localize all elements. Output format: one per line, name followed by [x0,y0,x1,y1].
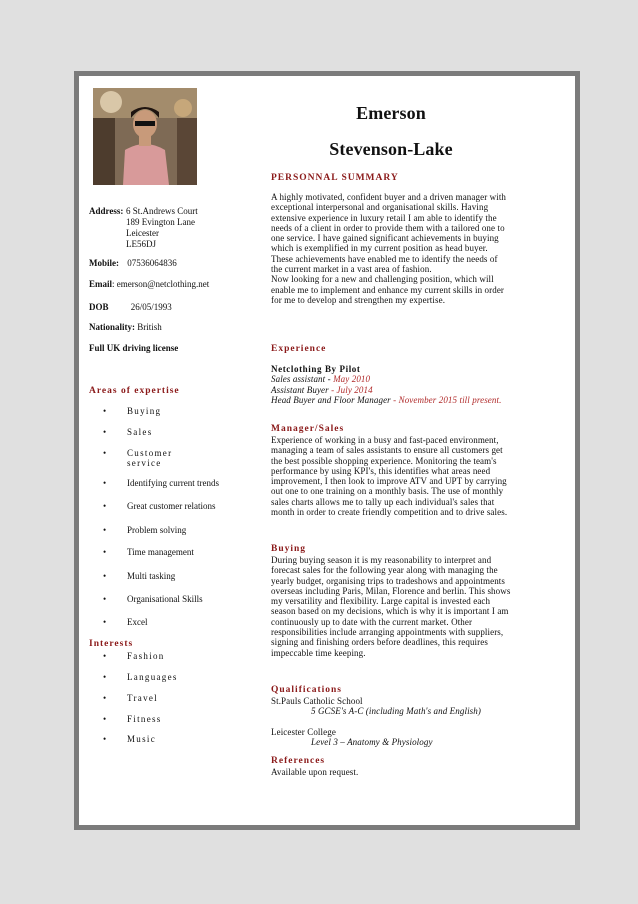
references-text: Available upon request. [271,767,359,777]
mobile-label: Mobile: [89,258,119,268]
summary-paragraph: Now looking for a new and challenging position, which will enable me to implement and enhance my current skills in order for me to develop and strengthen my expertise. [271,274,505,305]
dob-value: 26/05/1993 [130,302,172,312]
name-last: Stevenson-Lake [329,139,453,159]
interests-heading: Interests [89,639,134,649]
role-title: Head Buyer and Floor Manager [271,394,391,405]
manager-heading: Manager/Sales [271,424,345,434]
summary-heading: PERSONNAL SUMMARY [271,173,399,183]
experience-roles [271,364,511,405]
summary-text [271,192,511,305]
nationality-row [89,322,162,333]
email-label: Email [89,279,113,289]
role-date: - November 2015 till present. [393,394,502,405]
company-name: Netclothing By Pilot [271,364,361,374]
buying-heading: Buying [271,544,307,554]
address-line: 189 Evington Lane [126,217,195,227]
dob-label: DOB [89,302,109,312]
manager-text: Experience of working in a busy and fast-paced environment, managing a team of sales assistants to ensure all customers get the best possible shopping experience. Monitoring the team's performance by using KPI's, this identifies what areas need improvement, I then look to improve ATV and UPT by carrying out one to one training on a monthly basis. The use of monthly sales charts allows me to tally up each individual's sales that month in order to create friendly competition and to drive sales. [271,435,508,518]
email-value: : emerson@netclothing.net [112,279,210,289]
experience-heading: Experience [271,344,327,354]
dob-row [89,302,172,313]
expertise-heading: Areas of expertise [89,386,180,396]
school-name: St.Pauls Catholic School [271,696,363,706]
license-text: Full UK driving license [89,343,179,353]
address-line: 6 St.Andrews Court [126,206,198,216]
mobile-row [89,258,177,269]
mobile-value: 07536064836 [127,258,177,268]
buying-text: During buying season it is my reasonability to interpret and forecast sales for the following year along with managing the yearly budget, organising trips to tradeshows and appointments overseas including Paris, Milan, Florence and berlin. This shows my versatility and flexibility. Large capital is invested each season based on my decisions, which is why it is important I am continuously up to date with the current market. Other responsibilities include arranging appointments with suppliers, signing and finishing orders before deadlines, this requires impeccable time keeping. [271,555,511,658]
school-name: Leicester College [271,726,336,737]
summary-paragraph: A highly motivated, confident buyer and a driven manager with exceptional interpersonal and organisational skills. Having extensive experience in luxury retail I am able to identify the needs of a client in order to provide them with a tailored one to one service. I have gained significant achievements in buying which is exemplified in my current position as head buyer. These achievements have enabled me to identify the needs of the current market in a vast area of fashion. [271,192,507,275]
role-title: Sales assistant - [271,374,331,385]
profile-photo-image [93,88,197,185]
profile-photo [93,88,197,185]
nationality-value: British [137,322,162,332]
email-row [89,279,209,290]
role-date: - July 2014 [331,384,373,395]
name-first: Emerson [356,103,426,123]
qualifications-list [271,696,511,747]
school-detail: 5 GCSE's A-C (including Math's and English) [311,706,481,717]
role-date: May 2010 [333,374,371,385]
address-line: LE56DJ [126,239,156,249]
references-heading: References [271,756,326,766]
cv-page: Address: 6 St.Andrews Court 189 Evington Lane Leicester LE56DJ Mobile: 07536064836 Email: emerson@netclothing.net DOB 26/05/1993 Nationality: British Full UK driving license Areas of expertise • Buying • Sales • Customer service • Identifying current trends • Great customer relations • Problem solving • Time management • Multi tasking • Organisational Skills • Excel Interests • Fashion • Languages • Travel • Fitness • Music Emerson Stevenson-Lake PERSONNAL SUMMARY A highly motivated, confident buyer and a driven manager with exceptional interpersonal and organisational skills. Having extensive experience in luxury retail I am able to identify the needs of a client in order to provide them with a tailored one to one service. I have gained significant achievements in buying which is exemplified in my current position as head buyer. These achievements have enabled me to identify the needs of the current market in a vast area of fashion. Now looking for a new and challenging position, which will enable me to implement and enhance my current skills in order for me to develop and strengthen my expertise. Experience Netclothing By Pilot Sales assistant - May 2010 Assistant Buyer - July 2014 Head Buyer and Floor Manager - November 2015 till present. Manager/Sales Experience of working in a busy and fast-paced environment, managing a team of sales assistants to ensure all customers get the best possible shopping experience. Monitoring the team's performance by using KPI's, this identifies what areas need improvement, I then look to improve ATV and UPT by carrying out one to one training on a monthly basis. The use of monthly sales charts allows me to tally up each individual's sales that month in order to create friendly competition and to drive sales. Buying During buying season it is my reasonability to interpret and forecast sales for the following year along with managing the yearly budget, organising trips to tradeshows and appointments overseas including Paris, Milan, Florence and berlin. This shows my versatility and flexibility. Large capital is invested each season based on my decisions, which is why it is important I am continuously up to date with the current market. Other responsibilities include arranging appointments with suppliers, signing and finishing orders before deadlines, this requires impeccable time keeping. Qualifications St.Pauls Catholic School 5 GCSE's A-C (including Math's and English) Leicester College Level 3 – Anatomy & Physiology References Available upon request. [74,71,580,830]
qualifications-heading: Qualifications [271,685,343,695]
address-block [89,206,198,249]
address-label: Address: [89,206,124,216]
role-title: Assistant Buyer [271,384,329,395]
school-detail: Level 3 – Anatomy & Physiology [311,736,433,747]
nationality-label: Nationality: [89,322,135,332]
address-line: Leicester [126,228,159,238]
